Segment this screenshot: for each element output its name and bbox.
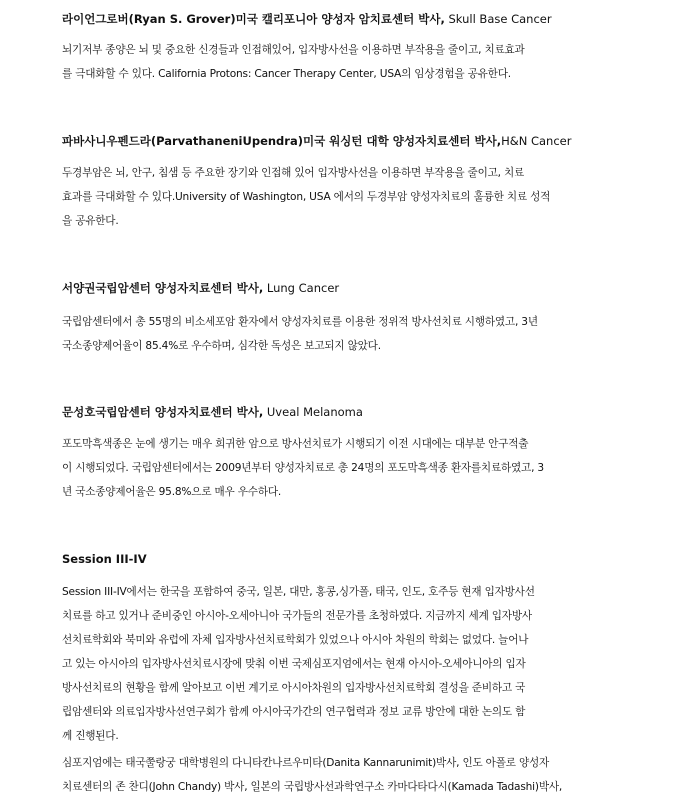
section-paragraph-grover (62, 38, 624, 86)
paragraph-line: 선치료학회와 북미와 유럽에 자체 입자방사선치료학회가 있었으나 아시아 차원의 학회는 없었다. 늘어나 (62, 634, 529, 646)
paragraph-line: 께 진행된다. (62, 730, 119, 742)
section-heading-session (62, 551, 624, 567)
heading-bold-text: 서양권국립암센터 양성자치료센터 박사, (62, 281, 264, 295)
paragraph-line: 효과를 극대화할 수 있다.University of Washington, USA 에서의 두경부암 양성자치료의 훌륭한 치료 성적 (62, 191, 551, 203)
paragraph-line: Session III-IV에서는 한국을 포함하여 중국, 일본, 대만, 홍콩,싱가폴, 태국, 인도, 호주등 현재 입자방사선 (62, 586, 535, 598)
paragraph-line: 년 국소종양제어율은 95.8%으로 매우 우수하다. (62, 486, 282, 498)
heading-bold-text: 라이언그로버(Ryan S. Grover)미국 캘리포니아 양성자 암치료센터 박사, (62, 12, 445, 26)
section-paragraph-lung (62, 310, 624, 358)
paragraph-line: 를 극대화할 수 있다. California Protons: Cancer Therapy Center, USA의 임상경험을 공유한다. (62, 68, 511, 80)
heading-topic-text: Uveal Melanoma (263, 405, 363, 419)
paragraph-line: 고 있는 아시아의 입자방사선치료시장에 맞춰 이번 국제심포지엄에서는 현재 아시아-오세아니아의 입자 (62, 658, 526, 670)
paragraph-line: 국립암센터에서 총 55명의 비소세포암 환자에서 양성자치료를 이용한 정위적 방사선치료 시행하였고, 3년 (62, 316, 538, 328)
section-paragraph-uveal (62, 432, 624, 504)
paragraph-line: 치료를 하고 있거나 준비중인 아시아-오세아니아 국가들의 전문가를 초청하였다. 지금까지 세계 입자방사 (62, 610, 532, 622)
heading-bold-text: Session III-IV (62, 552, 147, 566)
heading-topic-text: Lung Cancer (263, 281, 340, 295)
section-heading-uveal (62, 404, 624, 420)
paragraph-line: 심포지엄에는 태국쭐랑궁 대학병원의 다니타칸나르우미타(Danita Kannarunimit)박사, 인도 아폴로 양성자 (62, 757, 550, 769)
paragraph-line: 이 시행되었다. 국립암센터에서는 2009년부터 양성자치료로 총 24명의 포도막흑색종 환자를치료하였고, 3 (62, 462, 544, 474)
paragraph-line: 을 공유한다. (62, 215, 119, 227)
section-paragraph-upendra (62, 161, 624, 233)
heading-topic-text: Skull Base Cancer (444, 12, 552, 26)
section-heading-upendra (62, 133, 624, 149)
paragraph-line: 포도막흑색종은 눈에 생기는 매우 희귀한 암으로 방사선치료가 시행되기 이전 시대에는 대부분 안구적출 (62, 438, 529, 450)
paragraph-line: 국소종양제어율이 85.4%로 우수하며, 심각한 독성은 보고되지 않았다. (62, 340, 381, 352)
section-paragraph-session (62, 580, 624, 748)
paragraph-line: 방사선치료의 현황을 함께 알아보고 이번 계기로 아시아차원의 입자방사선치료학회 결성을 준비하고 국 (62, 682, 526, 694)
heading-topic-text: H&N Cancer (501, 134, 572, 148)
paragraph-line: 두경부암은 뇌, 안구, 침샘 등 주요한 장기와 인접해 있어 입자방사선을 이용하면 부작용을 줄이고, 치료 (62, 167, 525, 179)
paragraph-line: 립암센터와 의료입자방사선연구회가 함께 아시아국가간의 연구협력과 정보 교류 방안에 대한 논의도 함 (62, 706, 526, 718)
section-heading-lung (62, 280, 624, 296)
section-heading-grover (62, 11, 624, 27)
section-paragraph-symposium (62, 751, 624, 799)
paragraph-line: 치료센터의 존 찬디(John Chandy) 박사, 일본의 국립방사선과학연구소 카마다타다시(Kamada Tadashi)박사, (62, 781, 563, 793)
paragraph-line: 뇌기저부 종양은 뇌 및 중요한 신경들과 인접해있어, 입자방사선을 이용하면 부작용을 줄이고, 치료효과 (62, 44, 525, 56)
heading-bold-text: 문성호국립암센터 양성자치료센터 박사, (62, 405, 264, 419)
heading-bold-text: 파바사니우펜드라(ParvathaneniUpendra)미국 워싱턴 대학 양성자치료센터 박사, (62, 134, 502, 148)
